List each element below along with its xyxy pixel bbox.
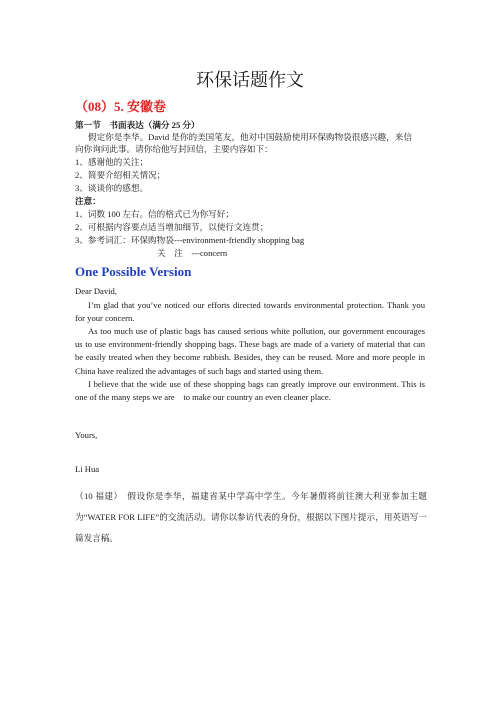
letter-paragraph: I believe that the wide use of these shopping bags can greatly improve our environment. This is one of the many steps we are to make our country an even cleaner place. — [75, 379, 425, 402]
content-point: 2、简要介绍相关情况； — [75, 170, 166, 180]
note-item: 2、可根据内容要点适当增加细节，以使行文连贯； — [75, 222, 269, 232]
letter-paragraph: I’m glad that you’ve noticed our efforts directed towards environmental protection. Thank you for your concern. — [75, 300, 425, 323]
letter-greeting: Dear David, — [75, 286, 117, 296]
letter-paragraph: As too much use of plastic bags has caused serious white pollution, our government encourages us to use environment-friendly shopping bags. These bags are made of a variety of material that can be easily treated when they become rubbish. Besides, they can be reused. More and more people in China have realized the advantages of such bags and started using them. — [75, 326, 425, 376]
content-point: 1、感谢他的关注； — [75, 157, 149, 167]
next-task: （10 福建） 假设你是李华，福建省某中学高中学生。今年暑假将前往澳大利亚参加主题为“WATER FOR LIFE”的交流活动。请你以参访代表的身份，根据以下图片提示，用英语写一篇发言稿。 — [75, 491, 427, 543]
section-heading: 第一节 书面表达（满分 25 分） — [75, 120, 200, 130]
prompt-line: 假定你是李华。David 是你的美国笔友，他对中国鼓励使用环保购物袋很感兴趣，来信 — [88, 132, 412, 142]
version-heading: One Possible Version — [75, 264, 192, 279]
prompt-line: 向你询问此事。请你给他写封回信，主要内容如下： — [75, 144, 273, 154]
notes-title: 注意： — [75, 196, 101, 206]
content-point: 3、谈谈你的感想。 — [75, 183, 149, 193]
note-item: 1、词数 100 左右。信的格式已为你写好； — [75, 209, 234, 219]
document-title: 环保话题作文 — [196, 70, 304, 90]
note-extra: 关 注 ---concern — [157, 248, 228, 258]
exam-heading: （08）5. 安徽卷 — [75, 99, 167, 114]
note-item: 3、参考词汇：环保购物袋---environment-friendly shopping bag — [75, 235, 305, 245]
letter-signature: Li Hua — [75, 464, 100, 474]
letter-closing: Yours, — [75, 430, 98, 440]
